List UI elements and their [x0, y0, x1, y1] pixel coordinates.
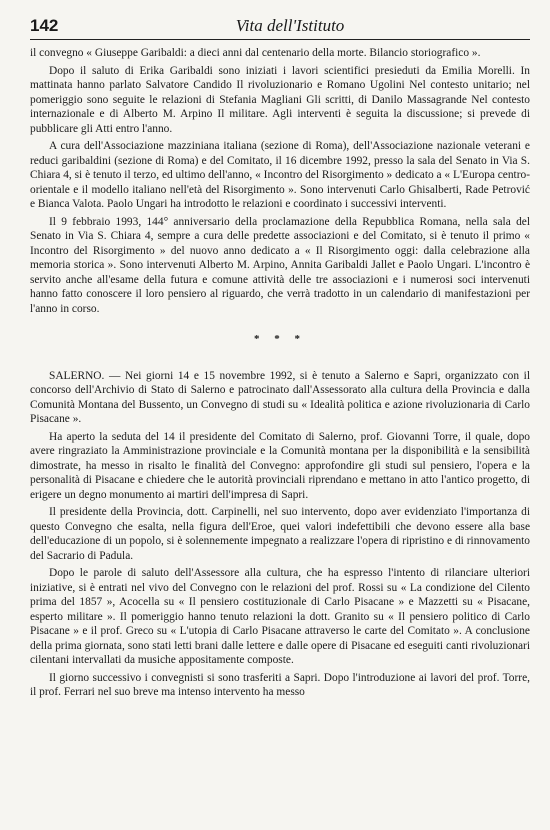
header-rule [30, 39, 530, 40]
paragraph: Ha aperto la seduta del 14 il presidente del Comitato di Salerno, prof. Giovanni Torre, il quale, dopo avere ringraziato la Amministrazione provinciale e la Comunità montana per la disponibilità e la sensibilità dimostrate, ha messo in risalto le finalità del Convegno: approfondire gli studi sul pensiero, l'opera e la personalità di Pisacane e chiedere che le autorità provinciali riprendano e mettano in atto l'antico progetto, di erigere un degno monumento ai martiri dell'impresa di Sapri. [30, 430, 530, 501]
running-title: Vita dell'Istituto [235, 16, 345, 35]
paragraph: il convegno « Giuseppe Garibaldi: a dieci anni dal centenario della morte. Bilancio storiografico ». [30, 47, 481, 59]
paragraph: Dopo le parole di saluto dell'Assessore alla cultura, che ha espresso l'intento di rilanciare ulteriori iniziative, si è entrati nel vivo del Convegno con le relazioni del prof. Rossi su « La condizione del Cilento prima del 1857 », Acocella su « Il pensiero costituzionale di Carlo Pisacane » e Mazzetti su « Pisacane, esperto militare ». Il pomeriggio hanno tenuto relazioni la dott. Granito su « Il pensiero politico di Carlo Pisacane » e il prof. Greco su « L'utopia di Carlo Pisacane attraverso le carte del Comitato ». A conclusione della prima giornata, sono stati letti brani dalle lettere e dalle opere di Pisacane ed eseguiti canti rivoluzionari cilentani intervallati da musiche appositamente composte. [30, 567, 530, 666]
paragraph: Il presidente della Provincia, dott. Carpinelli, nel suo intervento, dopo aver evidenziato l'importanza di questo Convegno che esalta, nella figura dell'Eroe, quei valori indefettibili che devono essere alla base dell'educazione di un popolo, si è solennemente impegnato a realizzare l'opera di ripristino e di rinnovamento del Sacrario di Padula. [30, 506, 530, 562]
paragraph: Il 9 febbraio 1993, 144° anniversario della proclamazione della Repubblica Romana, nella sala del Senato in Via S. Chiara 4, sempre a cura delle predette associazioni e del Comitato, si è tenuto il primo « Incontro del Risorgimento » del nuovo anno dedicato a « Il Risorgimento oggi: dalla celebrazione alla memoria storica ». Sono intervenuti Alberto M. Arpino, Annita Garibaldi Jallet e Paolo Ungari. L'incontro è servito anche all'esame della futura e comune attività delle tre associazioni e i numerosi soci intervenuti hanno fatto conoscere il loro pensiero al riguardo, che verrà tradotto in un calendario di manifestazioni per l'anno in corso. [30, 215, 530, 315]
body-text [30, 46, 530, 703]
paragraph-salerno: SALERNO. — Nei giorni 14 e 15 novembre 1992, si è tenuto a Salerno e Sapri, organizzato con il concorso dell'Archivio di Stato di Salerno e patrocinato dall'Assessorato alla cultura della Provincia e dalla Comunità Montana del Bussento, un Convegno di studi su « Idealità politica e azione rivoluzionaria di Carlo Pisacane ». [30, 369, 530, 425]
page-number: 142 [30, 16, 59, 35]
section-separator: * * * [254, 333, 306, 345]
page-header [30, 16, 530, 40]
paragraph: Il giorno successivo i convegnisti si sono trasferiti a Sapri. Dopo l'introduzione ai lavori del prof. Torre, il prof. Ferrari nel suo breve ma intenso intervento ha messo [30, 671, 530, 698]
paragraph: A cura dell'Associazione mazziniana italiana (sezione di Roma), dell'Associazione nazionale veterani e reduci garibaldini (sezione di Roma) e del Comitato, il 16 dicembre 1992, presso la sala del Senato in Via S. Chiara 4, si è tenuto il terzo, ed ultimo dell'anno, « Incontro del Risorgimento » dedicato a « L'Europa centro-orientale e il modello italiano nell'età del Risorgimento ». Sono intervenuti Carlo Ghisalberti, Rade Petrović e Bianca Valota. Paolo Ungari ha introdotto le relazioni e coordinato i successivi interventi. [30, 140, 530, 210]
paragraph: Dopo il saluto di Erika Garibaldi sono iniziati i lavori scientifici presieduti da Emilia Morelli. In mattinata hanno parlato Salvatore Candido Il rivoluzionario e Romano Ugolini Nel contesto unitario; nel pomeriggio sono seguite le relazioni di Stefania Magliani Gli scritti, di Danilo Massagrande Nel contesto internazionale e di Alberto M. Arpino Il militare. Agli interventi è seguita la discussione; si prevede di pubblicare gli Atti entro l'anno. [30, 64, 530, 135]
